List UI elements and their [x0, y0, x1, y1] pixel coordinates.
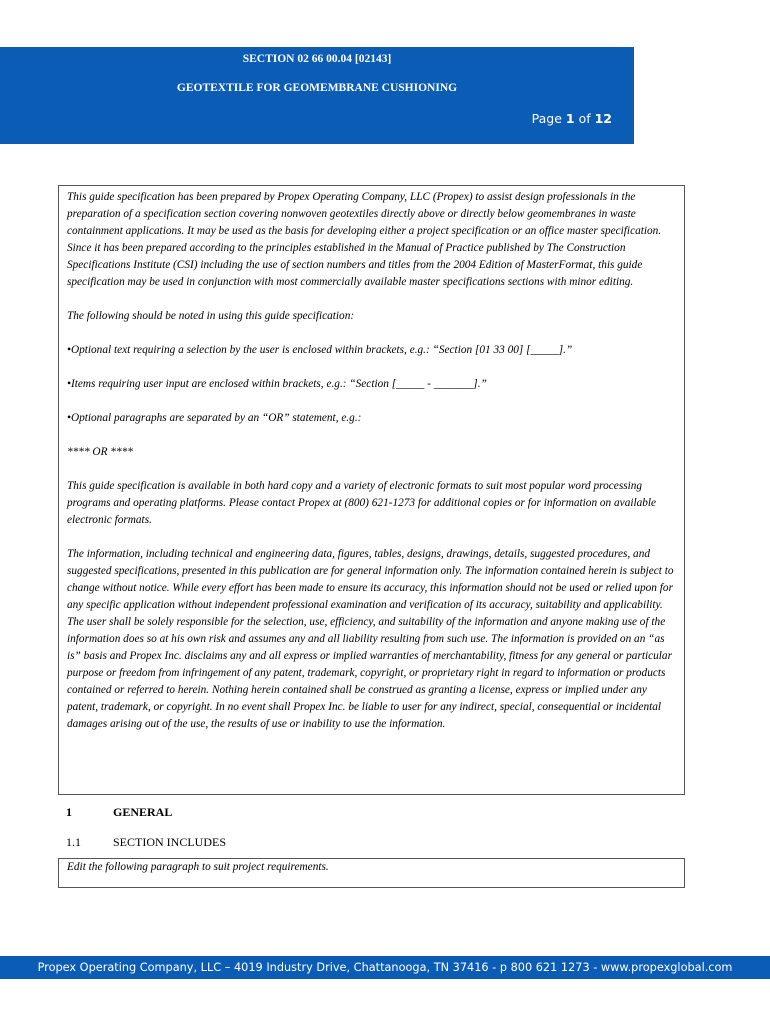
note-paragraph: •Items requiring user input are enclosed within brackets, e.g.: “Section [_____ - _______].” [67, 378, 487, 390]
note-paragraph: This guide specification has been prepared by Propex Operating Company, LLC (Propex) to assist design professionals in the preparation of a specification section covering nonwoven geotextiles directly above or directly below geomembranes in waste containment applications. It may be used as the basis for developing either a project specification or an office master specification. Since it has been prepared according to the principles established in the Manual of Practice published by The Construction Specifications Institute (CSI) including the use of section numbers and titles from the 2004 Edition of MasterFormat, this guide specification may be used in conjunction with most commercially available master specifications sections with minor editing. [67, 191, 662, 288]
subsection-number: 1.1 [66, 835, 81, 849]
subsection-title: SECTION INCLUDES [113, 835, 226, 849]
section-heading-general [66, 805, 172, 820]
note-paragraph: This guide specification is available in both hard copy and a variety of electronic formats to suit most popular word processing programs and operating platforms. Please contact Propex at (800) 621-1273 for additional copies or for information on available electronic formats. [67, 480, 657, 526]
page-total: 12 [594, 111, 612, 126]
edit-note-text: Edit the following paragraph to suit project requirements. [67, 861, 329, 873]
page-indicator [532, 111, 612, 126]
footer-text: Propex Operating Company, LLC – 4019 Industry Drive, Chattanooga, TN 37416 - p 800 621 1273 - www.propexglobal.com [37, 961, 733, 974]
note-paragraph: •Optional text requiring a selection by the user is enclosed within brackets, e.g.: “Section [01 33 00] [_____].” [67, 344, 573, 356]
section-number: 1 [66, 805, 72, 819]
note-paragraph: •Optional paragraphs are separated by an “OR” statement, e.g.: [67, 412, 362, 424]
note-paragraph: The following should be noted in using this guide specification: [67, 310, 355, 322]
section-heading-title: GENERAL [113, 805, 173, 819]
page-of: of [574, 111, 595, 126]
edit-note-box [58, 858, 685, 888]
guide-note-box [58, 185, 685, 795]
note-paragraph: **** OR **** [67, 446, 133, 458]
section-title: GEOTEXTILE FOR GEOMEMBRANE CUSHIONING [176, 82, 458, 94]
page-current: 1 [565, 111, 575, 126]
note-paragraph: The information, including technical and engineering data, figures, tables, designs, drawings, details, suggested procedures, and suggested specifications, presented in this publication are for general information only. The information contained herein is subject to change without notice. While every effort has been made to ensure its accuracy, this information should not be used or relied upon for any specific application without independent professional examination and verification of its accuracy, suitability and applicability. The user shall be solely responsible for the selection, use, efficiency, and suitability of the information and anyone making use of the information does so at his own risk and assumes any and all liability resulting from such use. The information is provided on an “as is” basis and Propex Inc. disclaims any and all express or implied warranties of merchantability, fitness for any general or particular purpose or freedom from infringement of any patent, trademark, copyright, or proprietary right in regard to information or products contained or referred to herein. Nothing herein contained shall be construed as granting a license, express or implied under any patent, trademark, or copyright. In no event shall Propex Inc. be liable to user for any indirect, special, consequential or incidental damages arising out of the use, the results of use or inability to use the information. [67, 548, 674, 730]
subsection-heading [66, 835, 226, 850]
section-number: SECTION 02 66 00.04 [02143] [242, 53, 392, 65]
page-prefix: Page [531, 111, 566, 126]
page-header [0, 47, 634, 144]
page-footer [0, 956, 770, 979]
